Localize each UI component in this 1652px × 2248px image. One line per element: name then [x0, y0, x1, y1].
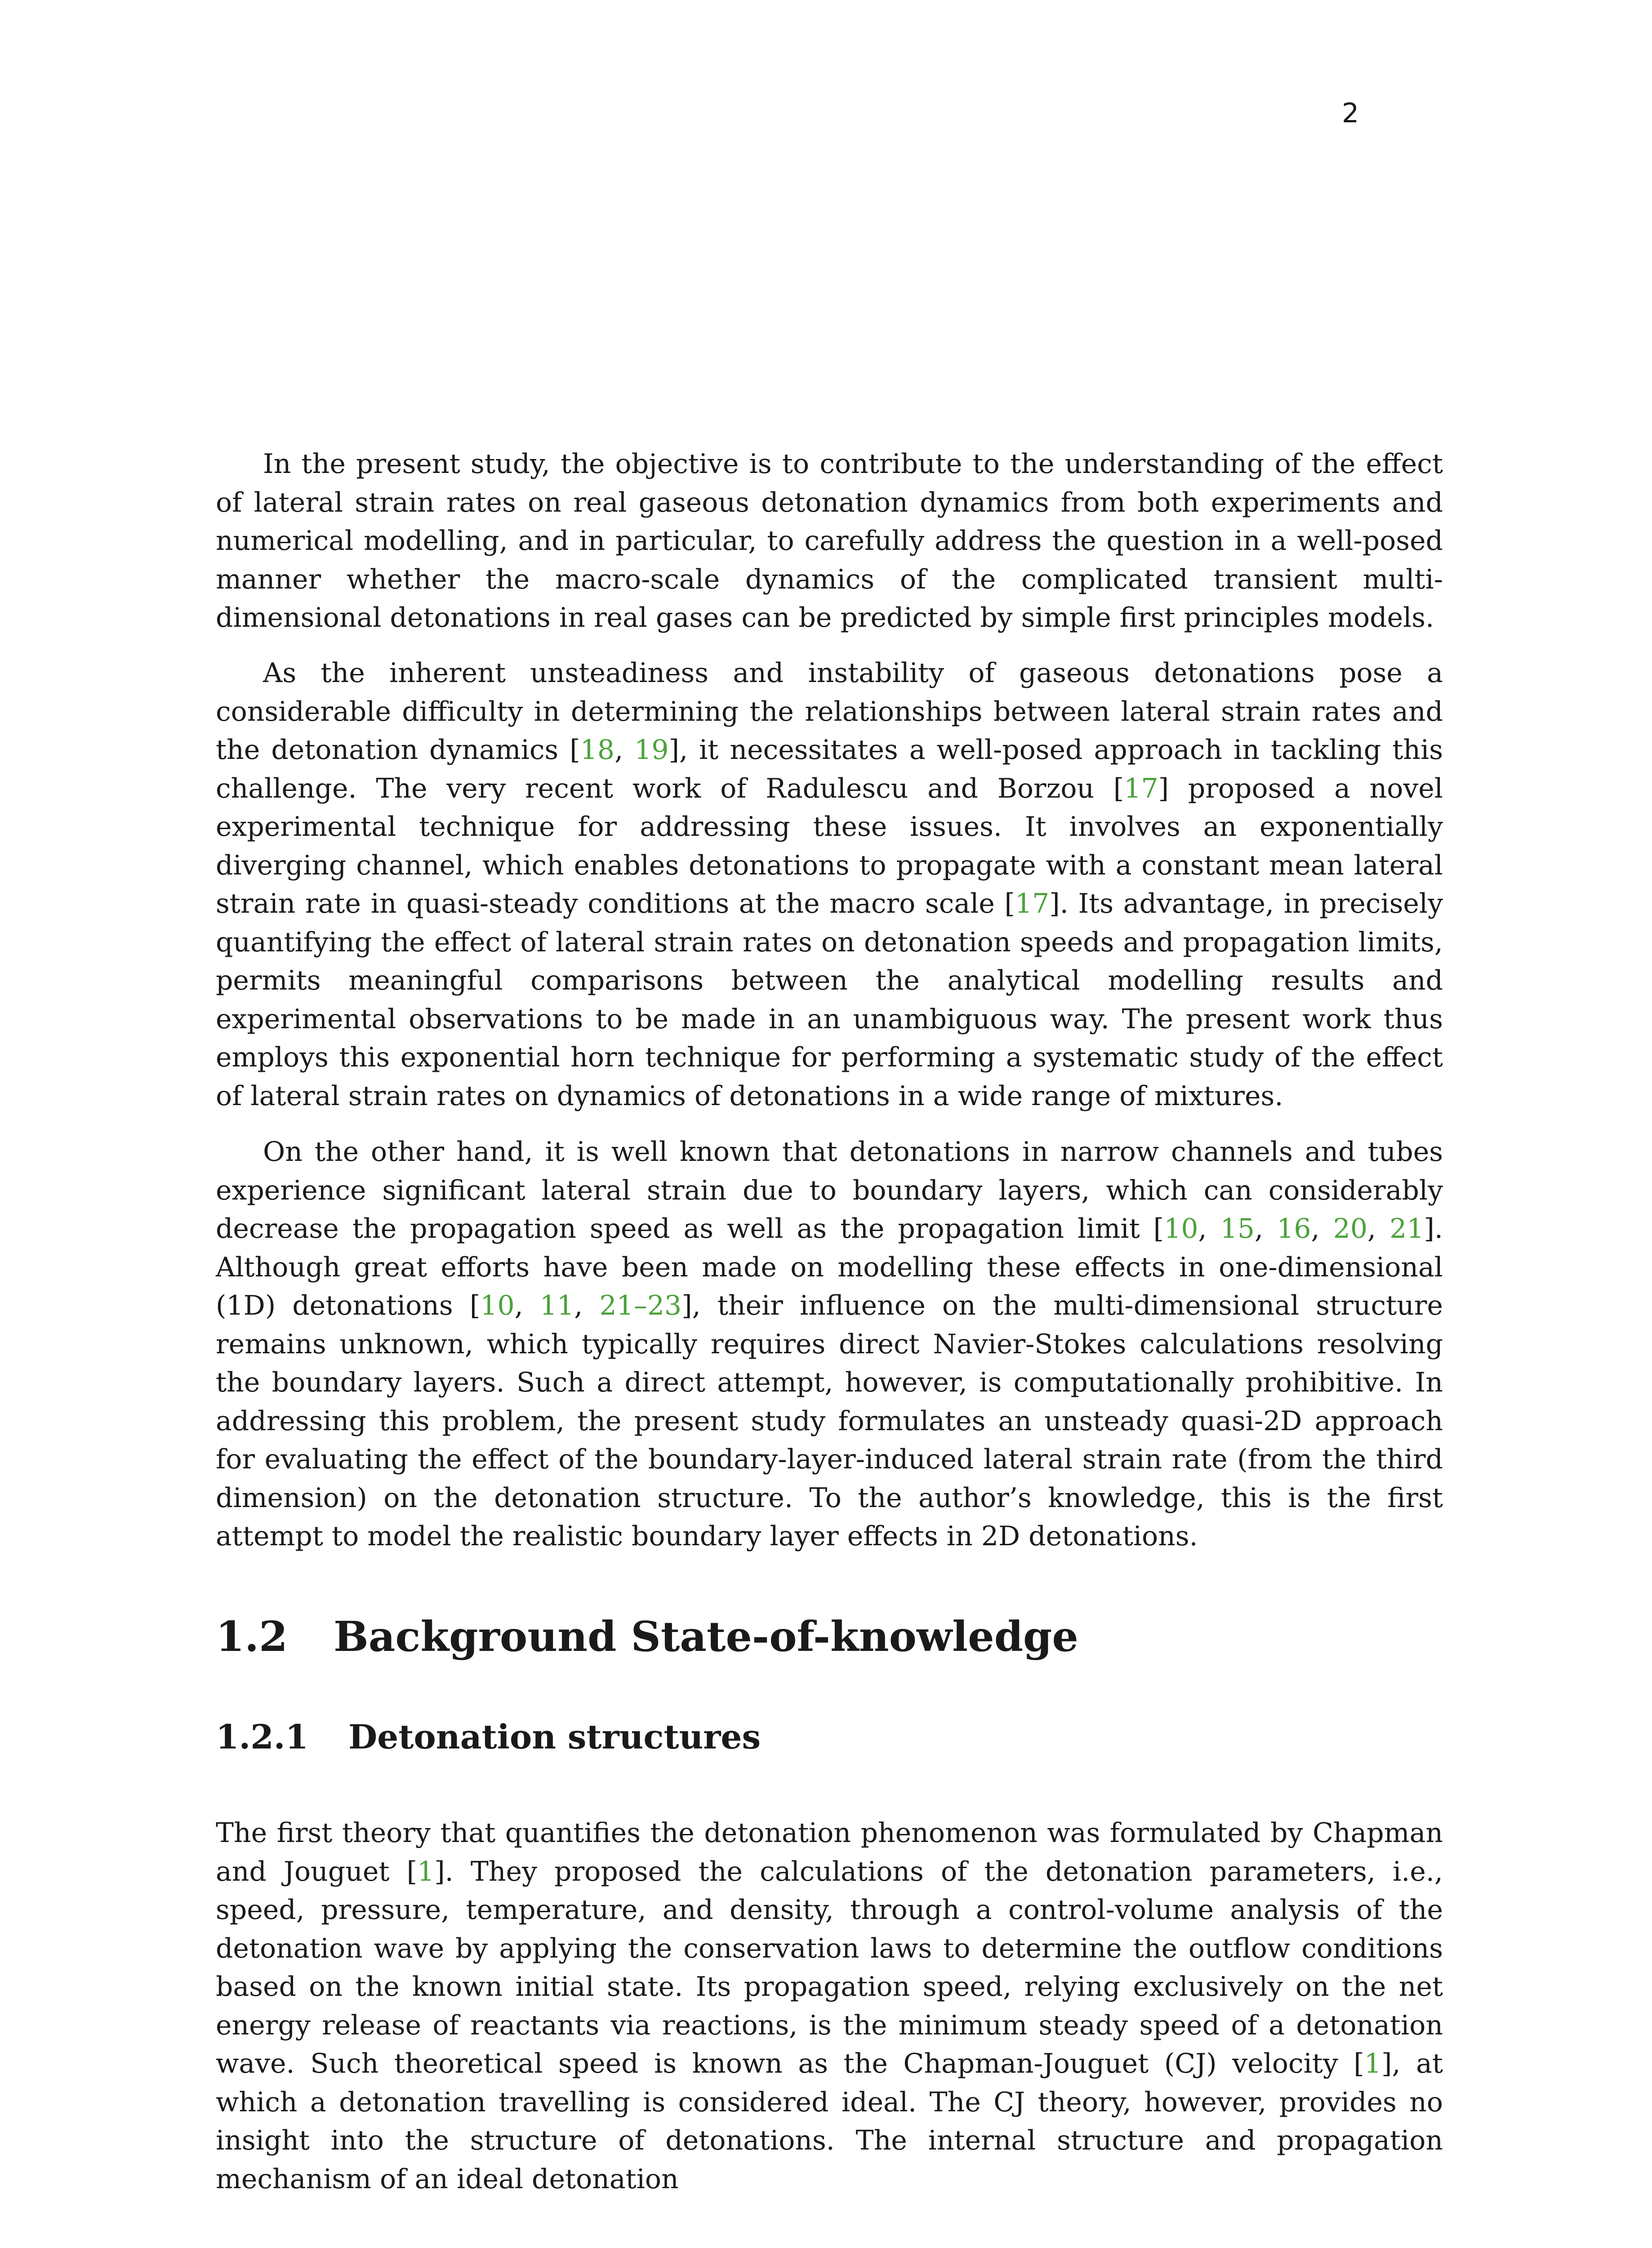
paragraph-text: ,: [1311, 1213, 1333, 1244]
citation-link[interactable]: 20: [1333, 1213, 1368, 1244]
citation-link[interactable]: 15: [1220, 1213, 1255, 1244]
paragraph-text: ]. Its advantage, in precisely quantifying the effect of lateral strain rates on detonation speeds and propagation limits, permits meaningful comparisons between the analytical modelling results and experimental observations to be made in an unambiguous way. The present work thus employs this exponential horn technique for performing a systematic study of the effect of lateral strain rates on dynamics of detonations in a wide range of mixtures.: [216, 888, 1443, 1112]
paragraph-objective: In the present study, the objective is to contribute to the understanding of the effect of lateral strain rates on real gaseous detonation dynamics from both experiments and numerical modelling, and in particular, to carefully address the question in a well-posed manner whether the macro-scale dynamics of the complicated transient multi-dimensional detonations in real gases can be predicted by simple first principles models.: [216, 448, 1443, 633]
citation-link[interactable]: 17: [1015, 888, 1050, 919]
citation-link[interactable]: 1: [1364, 2048, 1382, 2079]
paragraph-text: ,: [614, 734, 635, 766]
citation-link[interactable]: 21: [1389, 1213, 1424, 1244]
citation-link[interactable]: 10: [480, 1290, 515, 1321]
paragraph-text: ,: [1367, 1213, 1390, 1244]
citation-link[interactable]: 1: [417, 1855, 435, 1887]
citation-link[interactable]: 10: [1164, 1213, 1198, 1244]
citation-link[interactable]: 11: [539, 1290, 574, 1321]
paragraph-text: ,: [1255, 1213, 1277, 1244]
citation-link[interactable]: 18: [580, 734, 615, 766]
section-title: Background State-of-knowledge: [334, 1612, 1078, 1661]
paragraph-text: ], their influence on the multi-dimensional structure remains unknown, which typically requires direct Navier-Stokes calculations resolving the boundary layers. Such a direct attempt, however, is computationally prohibitive. In addressing this problem, the present study formulates an unsteady quasi-2D approach for evaluating the effect of the boundary-layer-induced lateral strain rate (from the third dimension) on the detonation structure. To the author’s knowledge, this is the first attempt to model the realistic boundary layer effects in 2D detonations.: [216, 1290, 1443, 1552]
paragraph-text: ]. They proposed the calculations of the detonation parameters, i.e., speed, pressure, temperature, and density, through a control-volume analysis of the detonation wave by applying the conservation laws to determine the outflow conditions based on the known initial state. Its propagation speed, relying exclusively on the net energy release of reactants via reactions, is the minimum steady speed of a detonation wave. Such theoretical speed is known as the Chapman-Jouguet (CJ) velocity [: [216, 1855, 1443, 2079]
section-number: 1.2: [216, 1612, 288, 1661]
paragraph-boundary-layers: [216, 1133, 1443, 1556]
paragraph-unsteadiness: [216, 654, 1443, 1115]
citation-link[interactable]: 16: [1277, 1213, 1311, 1244]
paragraph-text: The first theory that quantifies the detonation phenomenon was formulated by Chapman and Jouguet [: [216, 1817, 1443, 1887]
paragraph-cj-theory: [216, 1814, 1443, 2199]
paragraph-text: On the other hand, it is well known that detonations in narrow channels and tubes experience significant lateral strain due to boundary layers, which can considerably decrease the propagation speed as well as the propagation limit [: [216, 1136, 1443, 1244]
paragraph-text: ,: [574, 1290, 600, 1321]
paragraph-text: ], at which a detonation travelling is considered ideal. The CJ theory, however, provides no insight into the structure of detonations. The internal structure and propagation mechanism of an ideal detonation: [216, 2048, 1443, 2195]
subsection-number: 1.2.1: [216, 1718, 308, 1757]
paragraph-text: ,: [1198, 1213, 1220, 1244]
paragraph-text: ]. Although great efforts have been made on modelling these effects in one-dimensional (1D) detonations [: [216, 1213, 1443, 1321]
citation-link[interactable]: 19: [634, 734, 669, 766]
subsection-title: Detonation structures: [348, 1718, 761, 1757]
section-heading: [216, 1612, 1078, 1661]
paragraph-text: ] proposed a novel experimental technique for addressing these issues. It involves an exponentially diverging channel, which enables detonations to propagate with a constant mean lateral strain rate in quasi-steady conditions at the macro scale [: [216, 772, 1443, 919]
citation-link[interactable]: 21–23: [599, 1290, 682, 1321]
paragraph-text: As the inherent unsteadiness and instability of gaseous detonations pose a considerable difficulty in determining the relationships between lateral strain rates and the detonation dynamics [: [216, 657, 1443, 766]
subsection-heading: [216, 1717, 761, 1757]
citation-link[interactable]: 17: [1124, 772, 1158, 804]
page-number: 2: [1342, 98, 1359, 129]
paragraph-text: ], it necessitates a well-posed approach in tackling this challenge. The very recent work of Radulescu and Borzou [: [216, 734, 1443, 804]
paragraph-text: ,: [514, 1290, 540, 1321]
